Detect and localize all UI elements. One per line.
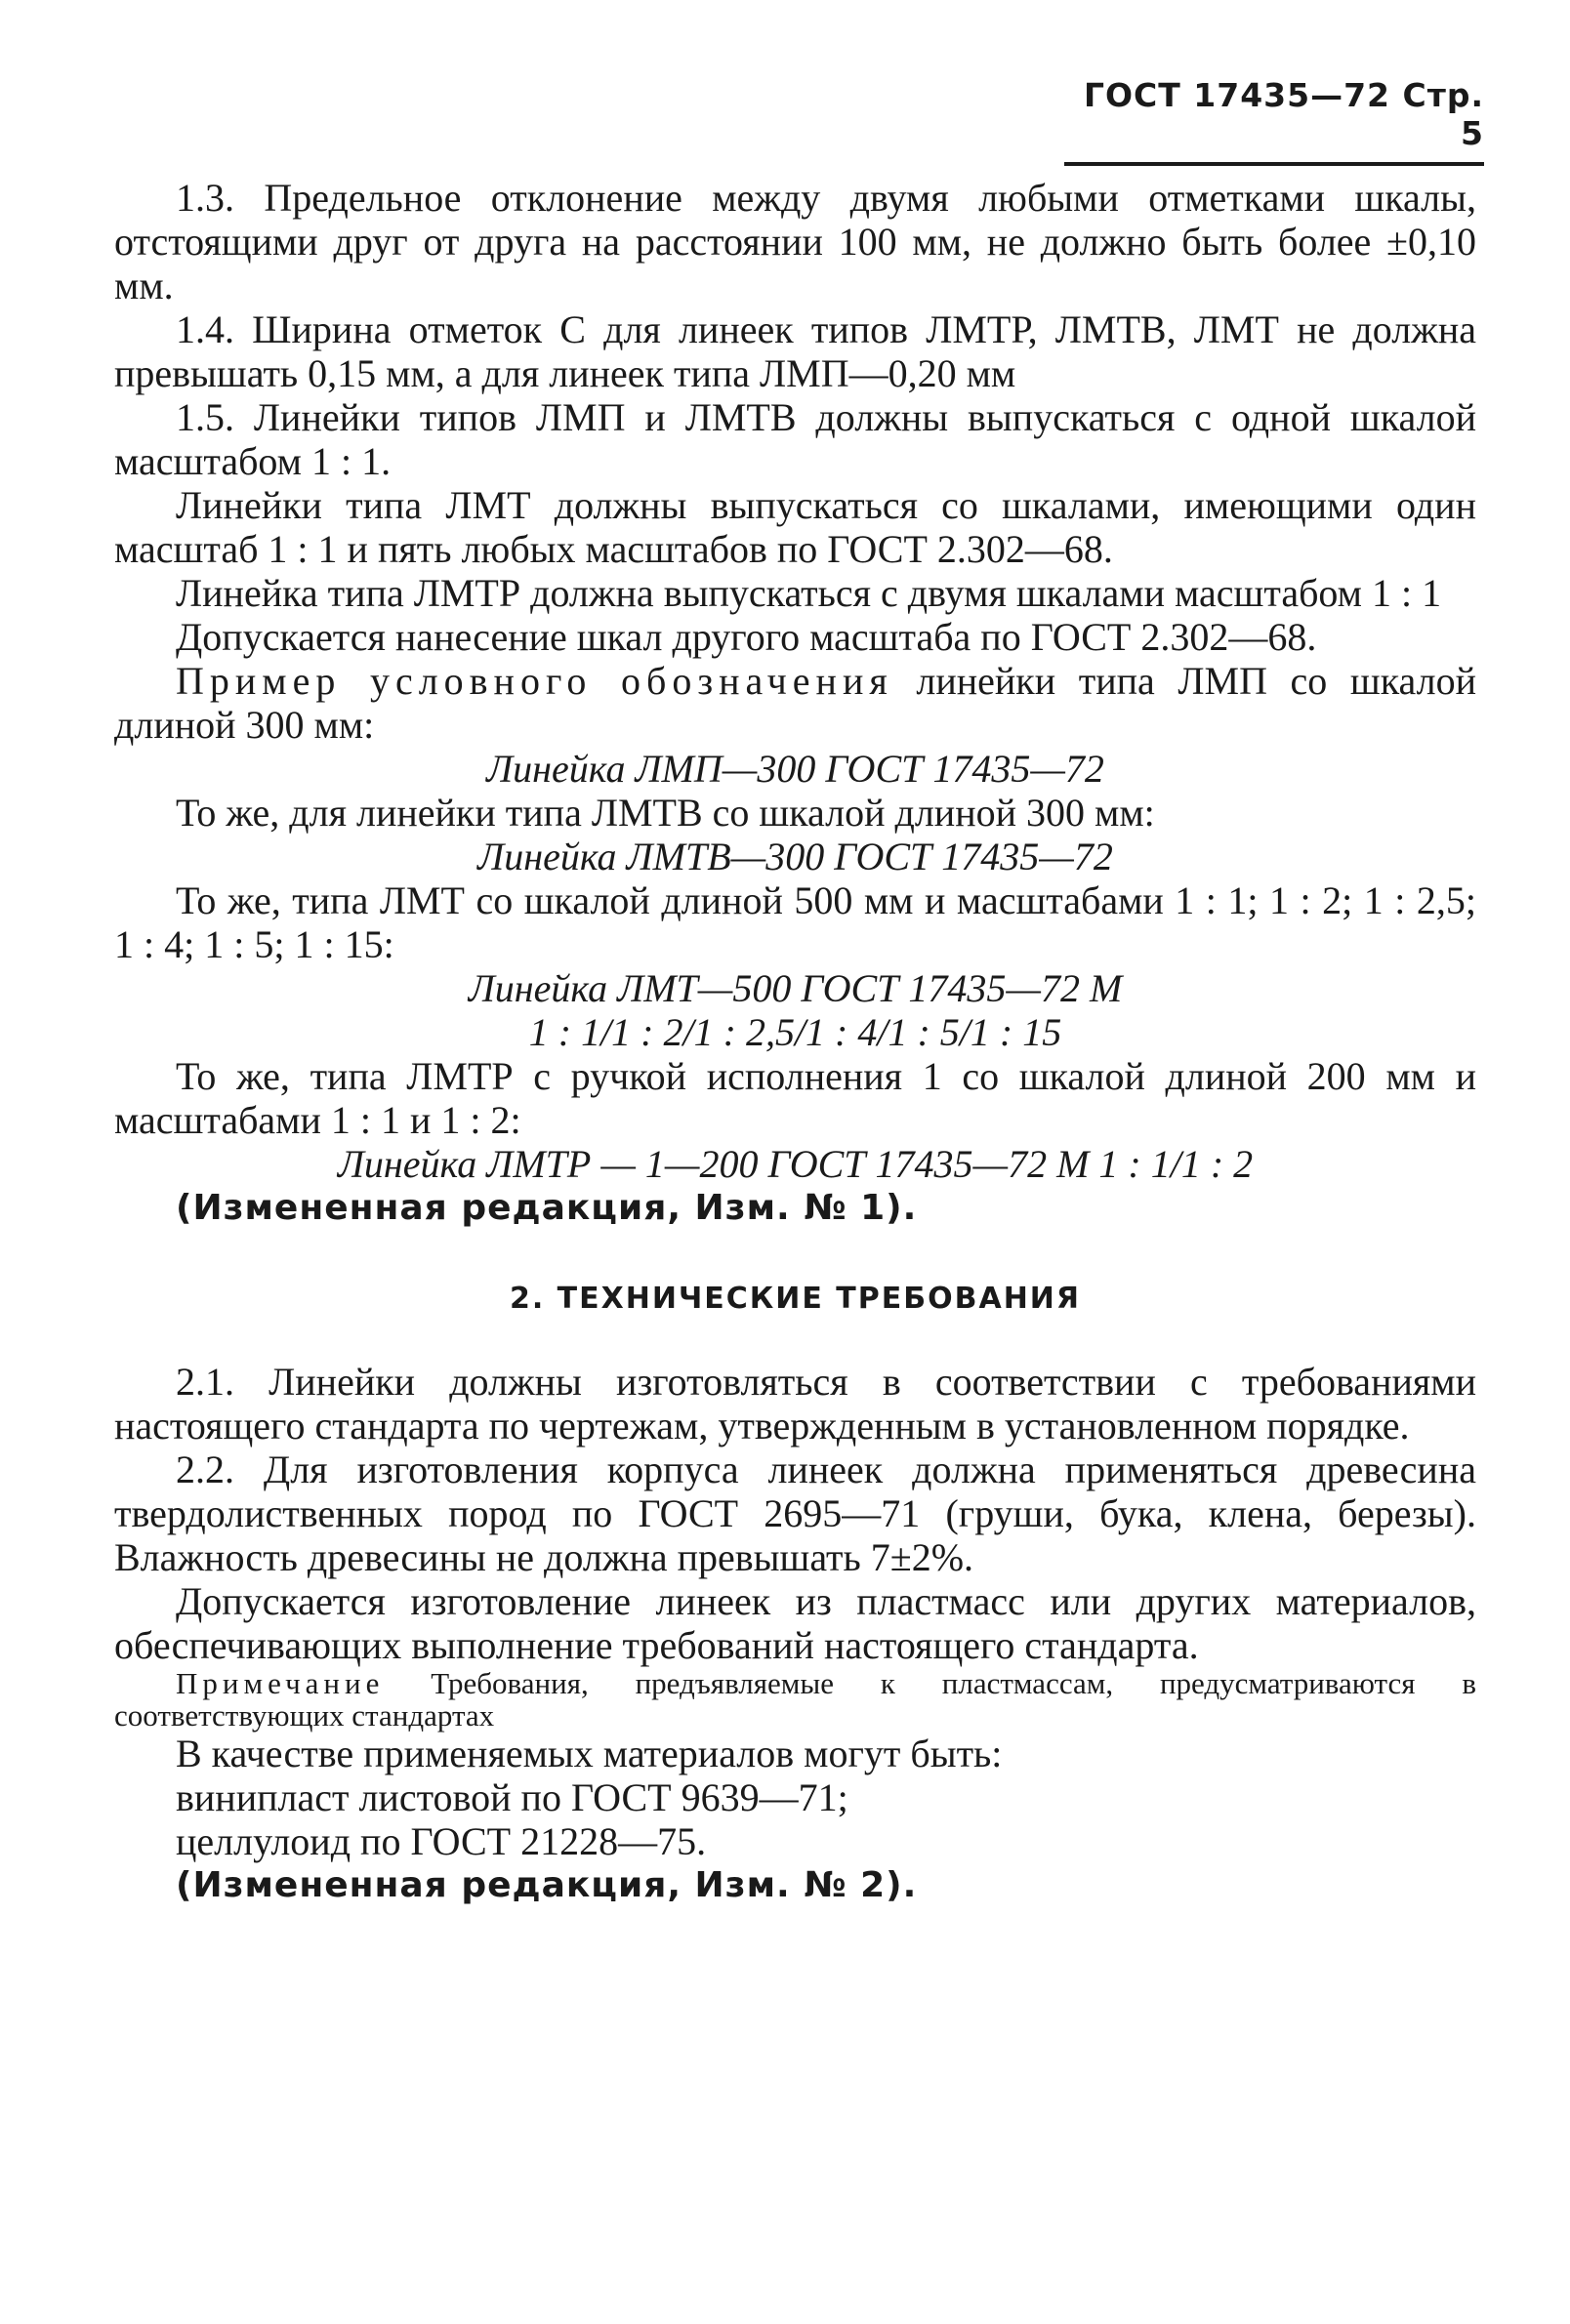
clause-2-2: 2.2. Для изготовления корпуса линеек должна применяться древесина твердолиственных пород по ГОСТ 2695—71 (груши, бука, клена, березы). Влажность древесины не должна превышать 7±2%.	[114, 1447, 1476, 1579]
paragraph-same-lmtv: То же, для линейки типа ЛМТВ со шкалой длиной 300 мм:	[176, 791, 1155, 835]
material-item: винипласт листовой по ГОСТ 9639—71;	[176, 1775, 848, 1819]
material-item: целлулоид по ГОСТ 21228—75.	[176, 1819, 707, 1863]
running-title: ГОСТ 17435—72 Стр. 5	[1083, 76, 1484, 152]
paragraph-example-designation	[114, 659, 1476, 747]
example-1: Линейка ЛМП—300 ГОСТ 17435—72	[486, 747, 1104, 791]
clause-2-1: 2.1. Линейки должны изготовляться в соответствии с требованиями настоящего стандарта по чертежам, утвержденным в установленном порядке.	[114, 1360, 1476, 1447]
example-3-line-1: Линейка ЛМТ—500 ГОСТ 17435—72 М	[468, 966, 1123, 1010]
paragraph-same-lmt: То же, типа ЛМТ со шкалой длиной 500 мм и масштабами 1 : 1; 1 : 2; 1 : 2,5; 1 : 4; 1 : 5; 1 : 15:	[114, 878, 1476, 966]
clause-1-3: 1.3. Предельное отклонение между двумя любыми отметками шкалы, отстоящими друг от друга на расстоянии 100 мм, не должно быть более ±0,10 мм.	[114, 176, 1476, 307]
amendment-note-1: (Измененная редакция, Изм. № 1).	[176, 1188, 918, 1228]
example-2: Линейка ЛМТВ—300 ГОСТ 17435—72	[477, 835, 1113, 878]
clause-1-4: 1.4. Ширина отметок С для линеек типов ЛМТР, ЛМТВ, ЛМТ не должна превышать 0,15 мм, а для линеек типа ЛМП—0,20 мм	[114, 307, 1476, 395]
note-text: Требования, предъявляемые к пластмассам, предусматриваются в соответствующих стандартах	[114, 1666, 1476, 1733]
paragraph-other-scales: Допускается нанесение шкал другого масштаба по ГОСТ 2.302—68.	[176, 615, 1317, 659]
note-label: Примечание	[176, 1666, 385, 1700]
paragraph-lmtr-scales: Линейка типа ЛМТР должна выпускаться с двумя шкалами масштабом 1 : 1	[176, 571, 1442, 615]
amendment-note-2: (Измененная редакция, Изм. № 2).	[176, 1865, 918, 1905]
note	[114, 1667, 1476, 1732]
example-4: Линейка ЛМТР — 1—200 ГОСТ 17435—72 М 1 : 1/1 : 2	[337, 1142, 1254, 1186]
document-body	[114, 176, 1476, 1907]
clause-1-5: 1.5. Линейки типов ЛМП и ЛМТВ должны выпускаться с одной шкалой масштабом 1 : 1.	[114, 395, 1476, 483]
paragraph-plastics: Допускается изготовление линеек из пластмасс или других материалов, обеспечивающих выполнение требований настоящего стандарта.	[114, 1579, 1476, 1667]
example-text: линейки типа ЛМП со шкалой длиной 300 мм:	[114, 659, 1476, 747]
materials-intro: В качестве применяемых материалов могут быть:	[176, 1732, 1003, 1775]
paragraph-lmt-scales: Линейки типа ЛМТ должны выпускаться со шкалами, имеющими один масштаб 1 : 1 и пять любых масштабов по ГОСТ 2.302—68.	[114, 483, 1476, 571]
paragraph-same-lmtr: То же, типа ЛМТР с ручкой исполнения 1 со шкалой длиной 200 мм и масштабами 1 : 1 и 1 : 2:	[114, 1054, 1476, 1142]
example-3-line-2: 1 : 1/1 : 2/1 : 2,5/1 : 4/1 : 5/1 : 15	[528, 1010, 1062, 1054]
section-2-heading: 2. ТЕХНИЧЕСКИЕ ТРЕБОВАНИЯ	[509, 1282, 1082, 1316]
running-header	[1064, 76, 1484, 166]
example-label: Пример условного обозначения	[176, 659, 893, 703]
